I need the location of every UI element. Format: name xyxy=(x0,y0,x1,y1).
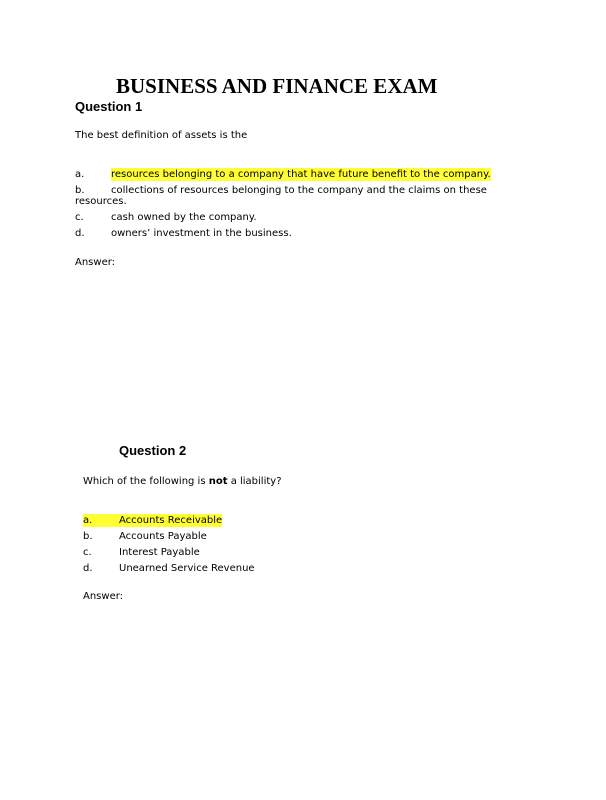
option-text: cash owned by the company. xyxy=(111,212,257,223)
option-letter: d. xyxy=(83,563,93,574)
question-2-answer-label: Answer: xyxy=(83,591,124,602)
question-2-option-d[interactable] xyxy=(83,562,255,575)
question-2-prompt xyxy=(83,475,282,488)
option-text: owners’ investment in the business. xyxy=(111,228,292,239)
question-2-heading: Question 2 xyxy=(119,443,187,458)
option-text: Interest Payable xyxy=(119,547,200,558)
option-text: Accounts Payable xyxy=(119,531,207,542)
question-2-option-b[interactable] xyxy=(83,530,207,543)
option-letter: a. xyxy=(83,515,93,526)
question-2-option-a[interactable] xyxy=(83,514,222,527)
prompt-text: a liability? xyxy=(227,476,282,487)
question-1-answer-label: Answer: xyxy=(75,257,116,268)
option-letter: a. xyxy=(75,169,85,180)
option-letter: c. xyxy=(83,547,92,558)
question-1-option-d[interactable] xyxy=(75,227,292,240)
question-1-option-a[interactable] xyxy=(75,168,491,181)
option-text: collections of resources belonging to the company and the claims on these xyxy=(111,185,487,196)
question-1-prompt: The best definition of assets is the xyxy=(75,130,248,141)
question-1-option-b[interactable] xyxy=(75,184,487,197)
option-letter: c. xyxy=(75,212,84,223)
question-1-heading: Question 1 xyxy=(75,99,143,114)
question-1-option-b-continuation: resources. xyxy=(75,196,127,207)
option-letter: d. xyxy=(75,228,85,239)
question-2-option-c[interactable] xyxy=(83,546,200,559)
option-text-highlighted: resources belonging to a company that have future benefit to the company. xyxy=(111,169,491,180)
question-1-option-c[interactable] xyxy=(75,211,257,224)
prompt-text: Which of the following is xyxy=(83,476,209,487)
exam-title: BUSINESS AND FINANCE EXAM xyxy=(116,74,438,98)
option-highlight xyxy=(83,514,222,527)
option-letter: b. xyxy=(75,185,85,196)
option-text: Accounts Receivable xyxy=(119,515,223,526)
option-text: Unearned Service Revenue xyxy=(119,563,255,574)
prompt-emphasis: not xyxy=(208,476,228,487)
option-letter: b. xyxy=(83,531,93,542)
